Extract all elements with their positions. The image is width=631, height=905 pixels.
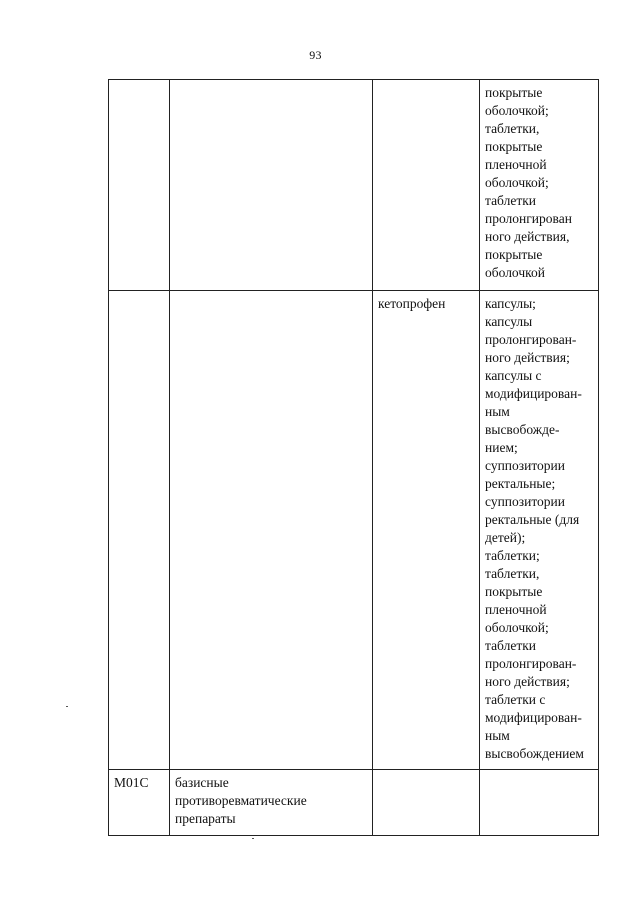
group-cell [170, 770, 373, 836]
group-cell [170, 291, 373, 770]
scan-speck [252, 838, 254, 839]
atc-code-cell [109, 291, 170, 770]
group-name: базисные противоревматические препараты [175, 775, 307, 826]
substance-cell [373, 770, 480, 836]
substance-cell [373, 80, 480, 291]
dosage-forms: капсулы; капсулы пролонгирован- ного действия; капсулы с модифицирован- ным высвобожде- нием; суппозитории ректальные; суппозитории ректальные (для детей); таблетки; таблетки, покрытые пленочной оболочкой; таблетки пролонгирован- ного действия; таблетки с модифицирован- ным высвобождением [485, 296, 584, 761]
dosage-forms-cell [480, 291, 599, 770]
dosage-forms-cell [480, 80, 599, 291]
page-number: 93 [309, 48, 322, 62]
table-row [109, 80, 599, 291]
table-row [109, 770, 599, 836]
group-cell [170, 80, 373, 291]
dosage-forms-cell [480, 770, 599, 836]
substance-name: кетопрофен [378, 296, 446, 311]
atc-code: М01С [114, 775, 149, 790]
table-row [109, 291, 599, 770]
dosage-forms: покрытые оболочкой; таблетки, покрытые пленочной оболочкой; таблетки пролонгирован ного действия, покрытые оболочкой [485, 85, 572, 280]
substance-cell [373, 291, 480, 770]
atc-code-cell [109, 770, 170, 836]
scan-speck [66, 706, 68, 707]
drug-table [108, 79, 599, 836]
atc-code-cell [109, 80, 170, 291]
